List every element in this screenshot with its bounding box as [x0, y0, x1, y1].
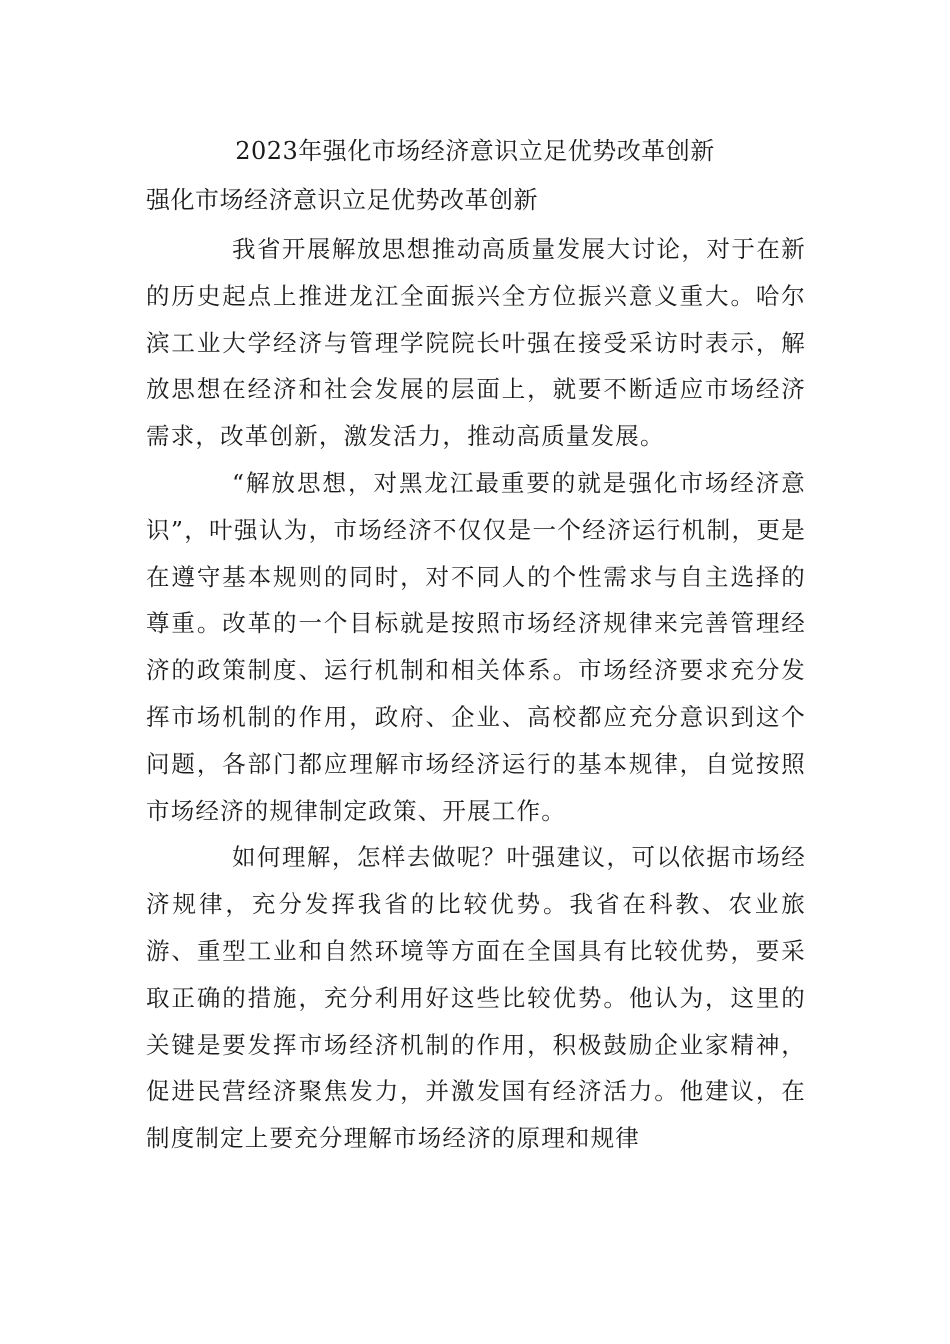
paragraph: 如何理解，怎样去做呢？叶强建议，可以依据市场经济规律，充分发挥我省的比较优势。我省在科教、农业旅游、重型工业和自然环境等方面在全国具有比较优势，要采取正确的措施，充分利用好这些比较优势。他认为，这里的关键是要发挥市场经济机制的作用，积极鼓励企业家精神，促进民营经济聚焦发力，并激发国有经济活力。他建议，在制度制定上要充分理解市场经济的原理和规律 — [146, 843, 806, 1153]
document-body — [146, 226, 806, 1162]
paragraph: 我省开展解放思想推动高质量发展大讨论，对于在新的历史起点上推进龙江全面振兴全方位振兴意义重大。哈尔滨工业大学经济与管理学院院长叶强在接受采访时表示，解放思想在经济和社会发展的层面上，就要不断适应市场经济需求，改革创新，激发活力，推动高质量发展。 — [146, 235, 806, 451]
document-title: 2023年强化市场经济意识立足优势改革创新 — [235, 137, 715, 165]
paragraph: “解放思想，对黑龙江最重要的就是强化市场经济意识”，叶强认为，市场经济不仅仅是一个经济运行机制，更是在遵守基本规则的同时，对不同人的个性需求与自主选择的尊重。改革的一个目标就是按照市场经济规律来完善管理经济的政策制度、运行机制和相关体系。市场经济要求充分发挥市场机制的作用，政府、企业、高校都应充分意识到这个问题，各部门都应理解市场经济运行的基本规律，自觉按照市场经济的规律制定政策、开展工作。 — [146, 468, 806, 825]
document-subtitle: 强化市场经济意识立足优势改革创新 — [146, 186, 538, 214]
